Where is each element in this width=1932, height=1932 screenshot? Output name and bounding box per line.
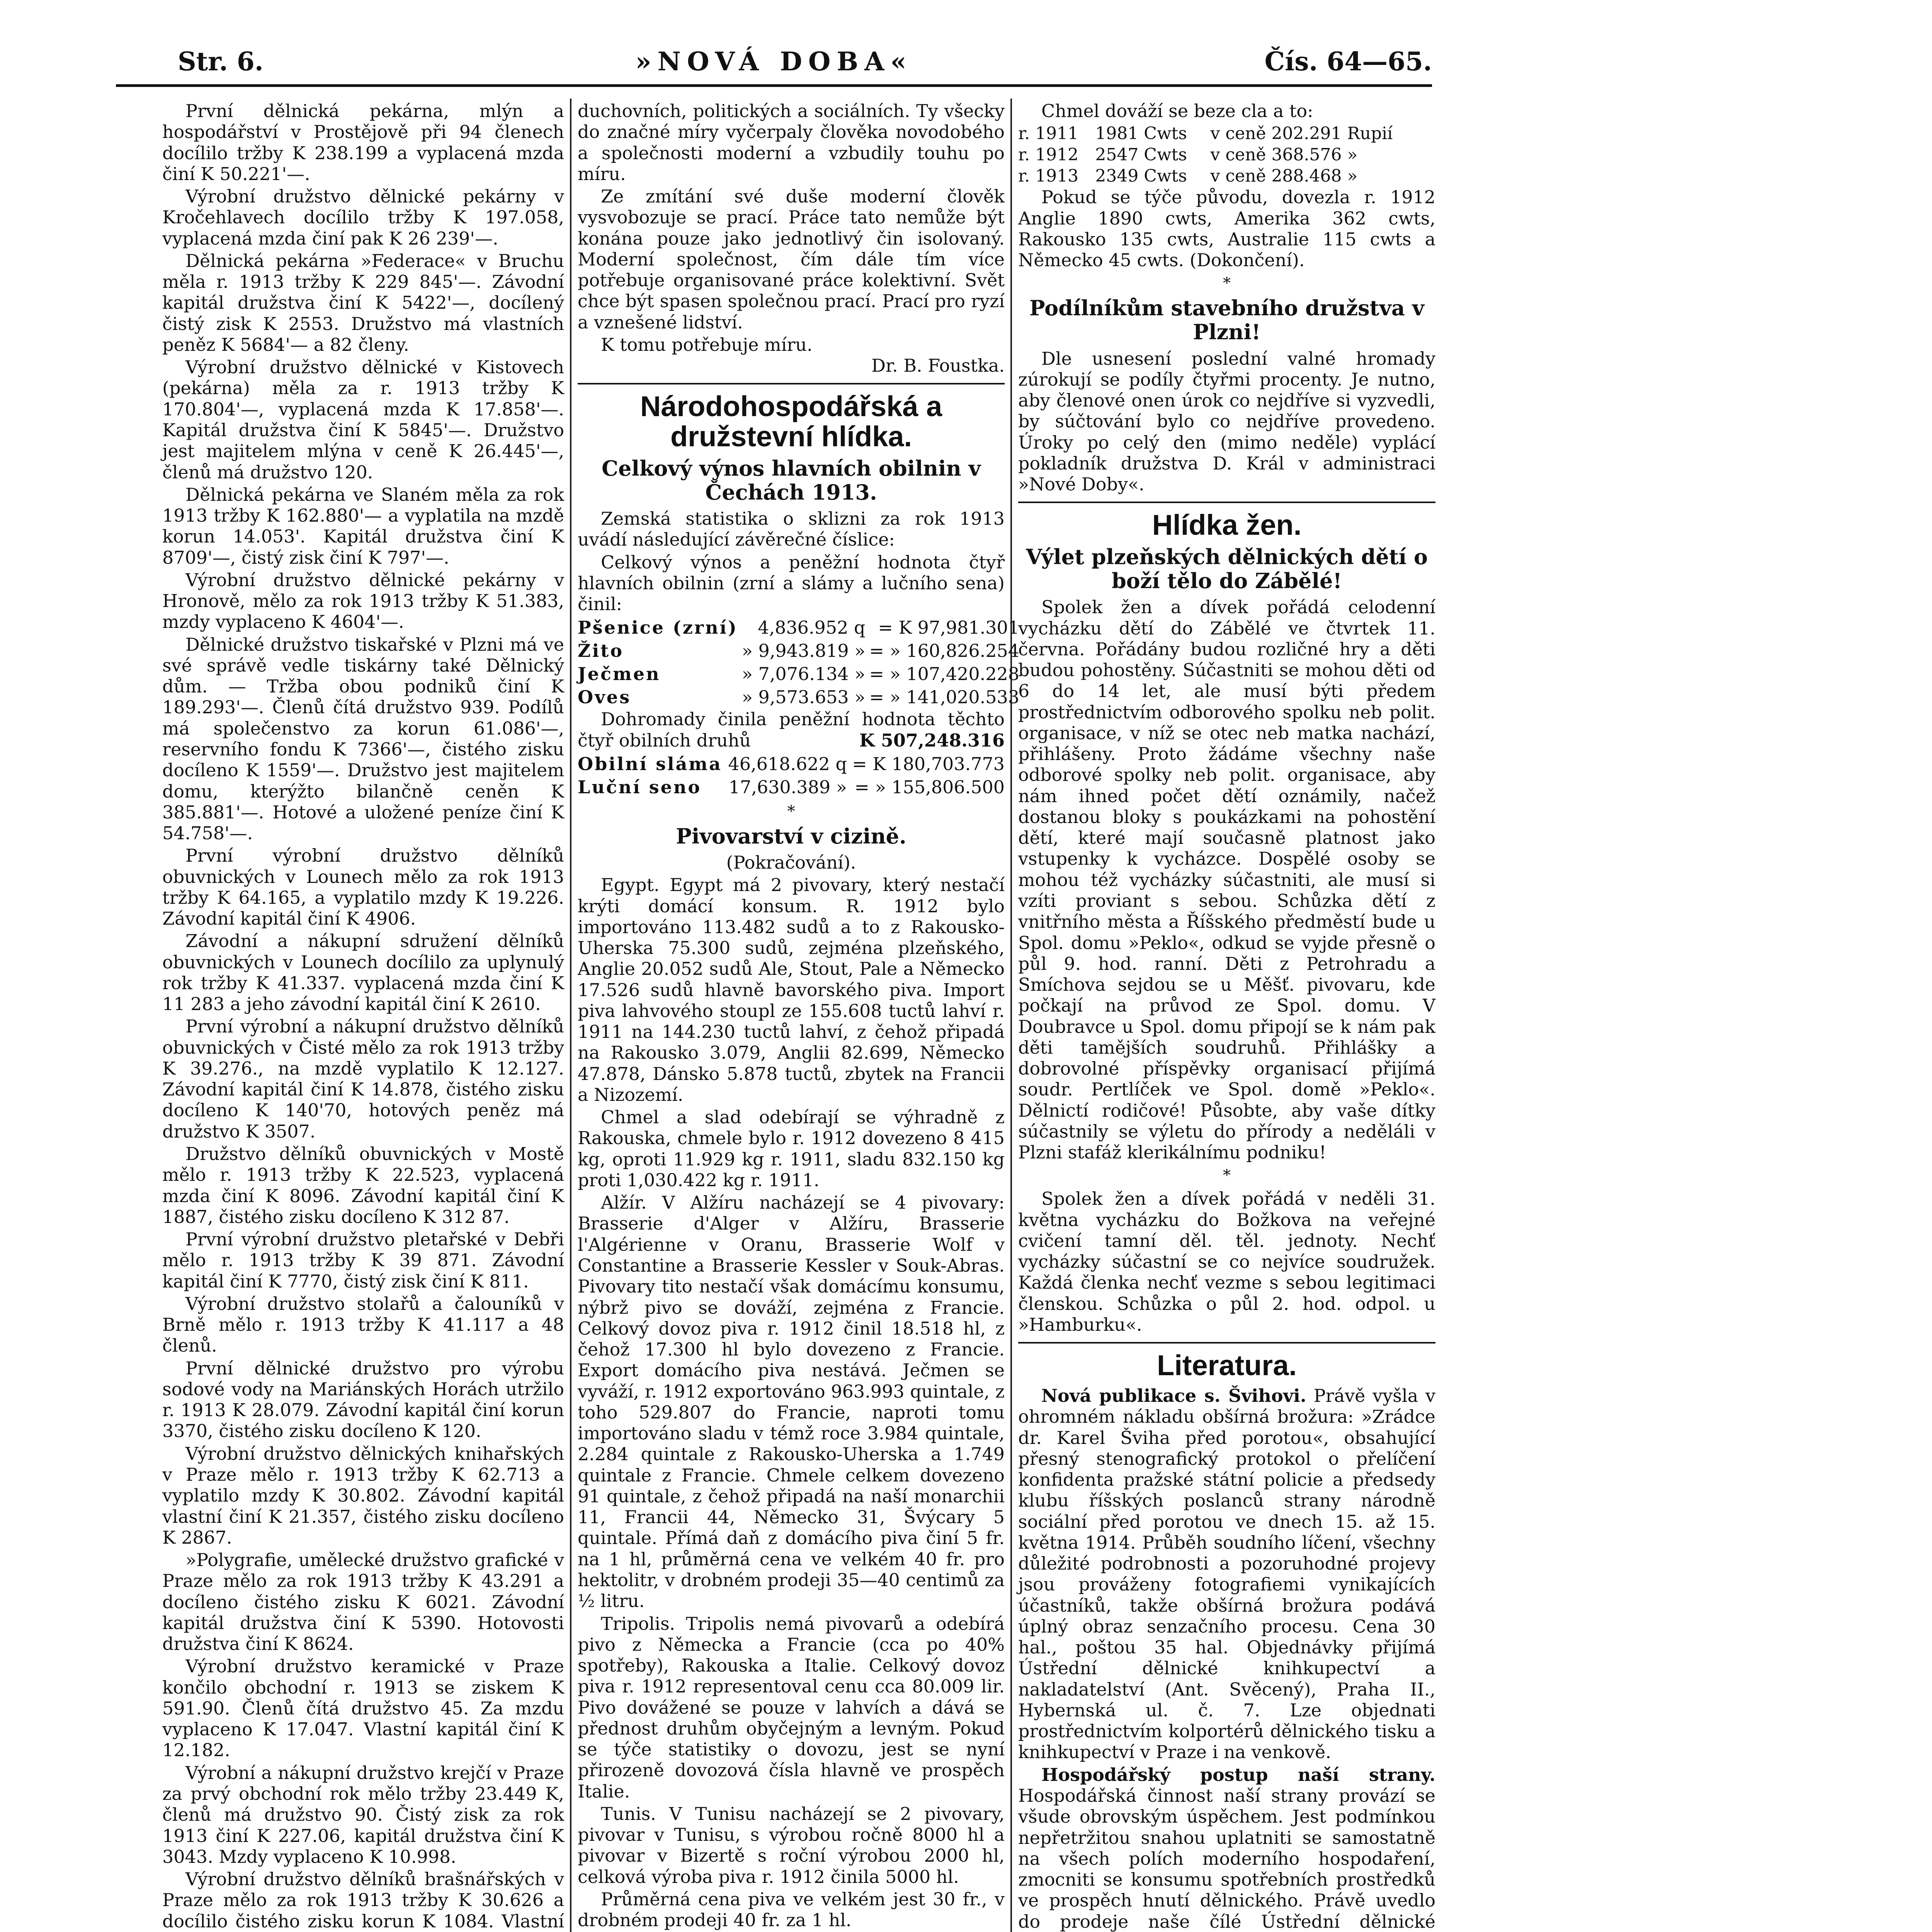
hops-qty: 2349 Cwts bbox=[1095, 166, 1187, 186]
table-row bbox=[578, 685, 1019, 709]
table-row bbox=[1018, 165, 1435, 187]
article-paragraph: Zemská statistika o sklizni za rok 1913 uvádí následující závěrečné číslice: bbox=[578, 508, 1005, 550]
separator-star: * bbox=[1223, 274, 1231, 293]
column-divider bbox=[1010, 99, 1012, 1932]
table-row bbox=[578, 752, 1005, 776]
coop-report: Závodní a nákupní sdružení dělníků obuvnických v Lounech docílilo za uplynulý rok tržby K 41.337. vyplacená mzda činí K 11 283 a jeho závodní kapitál činí K 2610. bbox=[162, 930, 564, 1015]
article-paragraph: Tunis. V Tunisu nacházejí se 2 pivovary, pivovar v Tunisu, s výrobou ročně 8000 hl a pivovar v Bizertě s roční výrobou 2000 hl, celková výroba piva r. 1912 činila 5000 hl. bbox=[578, 1803, 1005, 1887]
article-paragraph bbox=[578, 334, 1005, 376]
article-paragraph: Ze zmítání své duše moderní člověk vysvobozuje se prací. Práce tato nemůže být konána pouze jako jednotlivý čin isolovaný. Moderní společnost, čím dále tím více potřebuje organisované práce kolektivní. Svět chce být spasen společnou prací. Prací pro ryzí a vznešené lidství. bbox=[578, 186, 1005, 333]
straw-name: Obilní sláma bbox=[578, 753, 722, 774]
straw-value: = K 180,703.773 bbox=[852, 753, 1005, 774]
coop-report: Výrobní družstvo keramické v Praze končilo obchodní r. 1913 se ziskem K 591.90. Členů čítá družstvo 45. Za mzdu vyplaceno K 17.047. Vlastní kapitál činí K 12.182. bbox=[162, 1656, 564, 1761]
coop-report: Dělnická pekárna ve Slaném měla za rok 1913 tržby K 162.880'— a vyplatila na mzdě korun 14.053'. Kapitál družstva činí K 8709'—, čistý zisk činí K 797'—. bbox=[162, 484, 564, 568]
column-left bbox=[162, 100, 564, 1932]
grain-qty: 4,836.952 q bbox=[758, 617, 866, 638]
article-title-vynos: Celkový výnos hlavních obilnin v Čechách 1913. bbox=[602, 456, 981, 505]
coop-report: Výrobní družstvo dělnické pekárny v Kročehlavech docílilo tržby K 197.058, vyplacená mzda činí pak K 26 239'—. bbox=[162, 186, 564, 249]
grain-name: Oves bbox=[578, 687, 631, 708]
grain-value: = » 107,420.228 bbox=[869, 663, 1020, 685]
article-text: Hospodářská činnost naší strany provází se všude obrovským úspěchem. Jest podmínkou nepřetržitou snahou uplatniti se samostatně na všech polích moderního hospodaření, zmocniti se konsumu spotřebních prostředků ve prospěch hnutí dělnického. Právě uvedlo do prodeje naše čílé Ústřední dělnické bbox=[1018, 1785, 1435, 1932]
article-paragraph: Egypt. Egypt má 2 pivovary, který nestačí krýti domácí konsum. R. 1912 bylo importováno 113.482 sudů a to z Rakousko-Uherska 75.300 sudů, zejména plzeňského, Anglie 20.052 sudů Ale, Stout, Pale a Německo 17.526 sudů hlavně bavorského piva. Import piva lahvového stoupl ze 155.608 tuctů lahví r. 1911 na 144.230 tuctů lahví, z čehož připadá na Rakousko 3.079, Anglii 82.699, Německo 47.878, Dánsko 5.878 tuctů, zbytek na Francii a Nizozemí. bbox=[578, 874, 1005, 1105]
coop-report: Výrobní družstvo dělníků brašnářských v Praze mělo za rok 1913 tržby K 30.626 a docílilo čistého zisku korun K 1084. Vlastní bbox=[162, 1869, 564, 1932]
grain-name: Pšenice (zrní) bbox=[578, 617, 738, 638]
section-rule bbox=[1018, 1342, 1435, 1344]
straw-value: = » 155,806.500 bbox=[854, 776, 1005, 798]
coop-report: Výrobní družstvo dělnických knihařských v Praze mělo r. 1913 tržby K 62.713 a vyplatilo mzdy K 30.802. Závodní kapitál vlastní činí K 21.357, čistého zisku docíleno K 2867. bbox=[162, 1443, 564, 1548]
total-value: K 507,248.316 bbox=[859, 730, 1005, 751]
notice-title-podilnikum: Podílníkům stavebního družstva v Plzni! bbox=[1029, 296, 1425, 345]
grain-qty: » 7,076.134 » bbox=[742, 663, 866, 685]
article-subtitle: (Pokračování). bbox=[726, 852, 856, 873]
article-title-vylet: Výlet plzeňských dělnických dětí o boží tělo do Zábělé! bbox=[1026, 544, 1428, 594]
article-paragraph: Chmel dováží se beze cla a to: bbox=[1041, 100, 1313, 121]
hops-table bbox=[1018, 123, 1435, 187]
coop-report: Výrobní a nákupní družstvo krejčí v Praze za prvý obchodní rok mělo tržby 23.449 K, členů má družstvo 90. Čistý zisk za rok 1913 činí K 227.06, kapitál družstva činí K 3043. Mzdy vyplaceno K 10.998. bbox=[162, 1762, 564, 1867]
table-row bbox=[1018, 123, 1435, 144]
issue-number: Čís. 64—65. bbox=[1264, 46, 1432, 77]
coop-report: První výrobní a nákupní družstvo dělníků obuvnických v Čisté mělo za rok 1913 tržby K 39.276., na mzdě vyplatilo K 12.127. Závodní kapitál činí K 14.878, čistého zisku docíleno K 140'70, hotových peněz má družstvo K 3507. bbox=[162, 1016, 564, 1142]
column-divider bbox=[570, 99, 571, 1932]
hops-price: v ceně 202.291 Rupií bbox=[1210, 124, 1393, 144]
coop-report: Výrobní družstvo stolařů a čalouníků v Brně mělo r. 1913 tržby K 41.117 a 48 členů. bbox=[162, 1293, 564, 1356]
grain-value: = » 160,826.254 bbox=[869, 640, 1020, 662]
coop-report: »Polygrafie, umělecké družstvo grafické v Praze mělo za rok 1913 tržby K 43.291 a docíleno čistého zisku K 6021. Závodní kapitál družstva činí K 5390. Hotovosti družstva činí K 8624. bbox=[162, 1549, 564, 1655]
grain-value: = » 141,020.533 bbox=[869, 687, 1020, 708]
section-rule bbox=[1018, 502, 1435, 503]
coop-report: Výrobní družstvo dělnické pekárny v Hronově, mělo za rok 1913 tržby K 51.383, mzdy vyplaceno K 4604'—. bbox=[162, 569, 564, 633]
author-signature: Dr. B. Foustka. bbox=[871, 355, 1005, 376]
coop-report: Výrobní družstvo dělnické v Kistovech (pekárna) měla za r. 1913 tržby K 170.804'—, vyplacená mzda K 17.858'—. Kapitál družstva činí K 5845'—. Družstvo jest majitelem mlýna v ceně K 26.445'—, členů má družstvo 120. bbox=[162, 357, 564, 483]
article-paragraph: Celkový výnos a peněžní hodnota čtyř hlavních obilnin (zrní a slámy a lučního sena) činil: bbox=[578, 551, 1005, 615]
notice-paragraph: Dle usnesení poslední valné hromady zúrokují se podíly čtyřmi procenty. Je nutno, aby členové onen úrok co nejdříve si vyzvedli, by súčtování bylo co nejdříve provedeno. Úroky po celý den (mimo neděle) vyplácí pokladník družstva D. Král v administraci »Nové Doby«. bbox=[1018, 348, 1435, 495]
hops-year: r. 1912 bbox=[1018, 145, 1079, 165]
table-row bbox=[578, 639, 1019, 662]
hops-qty: 2547 Cwts bbox=[1095, 145, 1187, 165]
grain-value: = K 97,981.301 bbox=[878, 617, 1020, 638]
section-title-literatura: Literatura. bbox=[1157, 1349, 1297, 1382]
straw-qty: 17,630.389 » bbox=[728, 776, 847, 798]
coop-report: Družstvo dělníků obuvnických v Mostě mělo r. 1913 tržby K 22.523, vyplacená mzda činí K 8096. Závodní kapitál činí K 1887, čistého zisku docíleno K 312 87. bbox=[162, 1143, 564, 1227]
straw-qty: 46,618.622 q bbox=[728, 753, 847, 774]
column-right bbox=[1018, 100, 1435, 1932]
article-closing: K tomu potřebuje míru. bbox=[601, 334, 813, 355]
separator-star: * bbox=[787, 802, 795, 820]
coop-report: Dělnická pekárna »Federace« v Bruchu měla r. 1913 tržby K 229 845'—. Závodní kapitál družstva činí K 5422'—, docílený čistý zisk K 2553. Družstvo má vlastních peněz K 5684'— a 82 členy. bbox=[162, 250, 564, 355]
grain-table bbox=[578, 616, 1019, 709]
article-paragraph: duchovních, politických a sociálních. Ty všecky do značné míry vyčerpaly člověka novodobého a společnosti moderní a vzbudily touhu po míru. bbox=[578, 100, 1005, 184]
masthead-title: »NOVÁ DOBA« bbox=[635, 46, 913, 77]
article-lead: Nová publikace s. Švihovi. bbox=[1041, 1385, 1306, 1406]
article-title-pivovarstvi: Pivovarství v cizině. bbox=[676, 823, 906, 849]
table-row bbox=[578, 662, 1019, 685]
article-paragraph: Spolek žen a dívek pořádá celodenní vycházku dětí do Zábělé ve čtvrtek 11. června. Pořádány budou rozličné hry a děti budou pohostěny. Súčastniti se mohou děti od 6 do 14 let, ale musí býti předem prostřednictvím odborového spolku neb polit. organisace, v níž se otec neb matka nachází, přihlášeny. Proto žádáme všechny naše odborové spolky neb polit. organisace, aby nám ihned počet dětí oznámily, načež dostanou bloky s poukázkami na pohostění dětí, které mají současně platnost jako vstupenky k vycházce. Dospělé osoby se mohou též vycházky súčastniti, ale musí si vzíti proviant s sebou. Schůzka dětí z vnitřního města a Říšského předměstí bude u Spol. domu »Peklo«, odkud se vyjde přesně o půl 9. hod. ranní. Děti z Petrohradu a Smíchova sejdou se u Měšť. pivovaru, kde počkají na průvod ze Spol. domu. V Doubravce u Spol. domu připojí se k nám pak děti tamějších soudruhů. Přihlášky a dobrovolné příspěvky organisací přijímá soudr. Pertlíček ve Spol. domě »Peklo«. Dělnictí rodičové! Působte, aby vaše dítky súčastnily se výletu do přírody a neděláli v Plzni stafáž klerikálnímu podniku! bbox=[1018, 597, 1435, 1163]
section-rule bbox=[578, 383, 1005, 384]
grain-name: Ječmen bbox=[578, 663, 661, 685]
hops-qty: 1981 Cwts bbox=[1095, 124, 1187, 144]
table-row bbox=[578, 616, 1019, 639]
grain-qty: » 9,943.819 » bbox=[742, 640, 866, 662]
section-title-hlidka-zen: Hlídka žen. bbox=[1152, 509, 1302, 541]
straw-table bbox=[578, 752, 1005, 799]
coop-report: Dělnické družstvo tiskařské v Plzni má ve své správě vedle tiskárny také Dělnický dům. — Tržba obou podniků činí K 189.293'—. Členů čítá družstvo 939. Podílů má společenstvo za korun 61.086'—, reservního fondu K 7366'—, čistého zisku docíleno K 1559'—. Družstvo jest majitelem domu, kterýžto bilančně ceněn K 385.881'—. Hotové a uložené peníze činí K 54.758'—. bbox=[162, 634, 564, 844]
article-text: Právě vyšla v ohromném nákladu obšírná brožura: »Zrádce dr. Karel Šviha před porotou«, obsahující přesný stenografický protokol o přelíčení konfidenta pražské státní policie a předsedy klubu říšských poslanců strany národně sociální před porotou ve dnech 15. až 15. května 1914. Průběh soudního líčení, všechny důležité podrobnosti a pozoruhodné projevy jsou prováženy fotografiemi vynikajících účastníků, takže obšírná brožura podává úplný obraz senzačního procesu. Cena 30 hal., poštou 35 hal. Objednávky přijímá Ústřední dělnické knihkupectví a nakladatelství (Ant. Svěcený), Praha II., Hybernská ul. č. 7. Lze objednati prostřednictvím kolportérů dělnického tisku a knihkupectví v Praze i na venkově. bbox=[1018, 1385, 1435, 1763]
section-title-narodohospodarska: Národohospodářská a družstevní hlídka. bbox=[640, 390, 942, 453]
hops-year: r. 1911 bbox=[1018, 124, 1079, 144]
coop-report: První výrobní družstvo dělníků obuvnických v Lounech mělo za rok 1913 tržby K 64.165, a vyplatilo mzdy K 19.226. Závodní kapitál činí K 4906. bbox=[162, 845, 564, 929]
total-label: Dohromady činila peněžní hodnota těchto čtyř obilních druhů bbox=[578, 709, 1005, 751]
article-paragraph bbox=[1018, 1764, 1435, 1932]
page-header bbox=[116, 39, 1432, 89]
table-row bbox=[1018, 144, 1435, 165]
article-paragraph: Průměrná cena piva ve velkém jest 30 fr., v drobném prodeji 40 fr. za 1 hl. bbox=[578, 1888, 1005, 1931]
article-lead: Hospodářský postup naší strany. bbox=[1041, 1764, 1435, 1785]
hops-year: r. 1913 bbox=[1018, 166, 1079, 186]
article-paragraph bbox=[1018, 1385, 1435, 1763]
grain-qty: » 9,573.653 » bbox=[742, 687, 866, 708]
article-paragraph: Alžír. V Alžíru nacházejí se 4 pivovary: Brasserie d'Alger v Alžíru, Brasserie l'Algérienne v Oranu, Brasserie Wolf v Constantine a Brasserie Kessler v Souk-Abras. Pivovary tito nestačí však domácímu konsumu, nýbrž pivo se dováží, zejména z Francie. Celkový dovoz piva r. 1912 činil 18.518 hl, z čehož 17.300 hl bylo dovezeno z Francie. Export domácího piva nestává. Ječmen se vyváží, r. 1912 exportováno 963.993 quintale, z toho 529.807 do Francie, naproti tomu importováno sladu v témž roce 3.984 quintale, 2.284 quintale z Rakousko-Uherska a 1.749 quintale z Francie. Chmele celkem dovezeno 91 quintale, z čehož připadá na naší monarchii 11, Francii 44, Německo 31, Švýcary 5 quintale. Přímá daň z domácího piva činí 5 fr. na 1 hl, průměrná cena ve velkém 40 fr. pro hektolitr, v drobném prodeji 35—40 centimů za ½ litru. bbox=[578, 1192, 1005, 1612]
grain-name: Žito bbox=[578, 640, 624, 662]
hops-price: v ceně 368.576 » bbox=[1210, 145, 1358, 165]
article-paragraph: Tripolis. Tripolis nemá pivovarů a odebírá pivo z Německa a Francie (cca po 40% spotřeby), Rakouska a Italie. Celkový dovoz piva r. 1912 representoval cenu cca 80.009 lir. Pivo dovážené se pouze v lahvích a dává se přednost druhům obyčejným a levným. Pokud se týče statistiky o dovozu, jest se nyní přirozeně dovozová čísla hlavně ve prospěch Italie. bbox=[578, 1613, 1005, 1802]
coop-report: První dělnická pekárna, mlýn a hospodářství v Prostějově při 94 členech docílilo tržby K 238.199 a vyplacená mzda činí K 50.221'—. bbox=[162, 100, 564, 184]
coop-report: První výrobní družstvo pletařské v Debři mělo r. 1913 tržby K 39 871. Závodní kapitál činí K 7770, čistý zisk činí K 811. bbox=[162, 1229, 564, 1292]
article-paragraph: Chmel a slad odebírají se výhradně z Rakouska, chmele bylo r. 1912 dovezeno 8 415 kg, oproti 11.929 kg r. 1911, sladu 832.150 kg proti 1,030.422 kg r. 1911. bbox=[578, 1107, 1005, 1190]
page-number: Str. 6. bbox=[178, 46, 264, 77]
table-row bbox=[578, 776, 1005, 799]
hops-price: v ceně 288.468 » bbox=[1210, 166, 1358, 186]
article-paragraph: Pokud se týče původu, dovezla r. 1912 Anglie 1890 cwts, Amerika 362 cwts, Rakousko 135 cwts, Australie 115 cwts a Německo 45 cwts. (Dokončení). bbox=[1018, 187, 1435, 271]
straw-name: Luční seno bbox=[578, 776, 702, 798]
column-middle bbox=[578, 100, 1020, 1932]
separator-star: * bbox=[1223, 1167, 1231, 1185]
coop-report: První dělnické družstvo pro výrobu sodové vody na Mariánských Horách utržilo r. 1913 K 28.079. Závodní kapitál činí korun 3370, čistého zisku docíleno K 120. bbox=[162, 1357, 564, 1442]
total-paragraph bbox=[578, 709, 1005, 751]
header-rule bbox=[116, 84, 1432, 87]
article-paragraph: Spolek žen a dívek pořádá v neděli 31. května vycházku do Božkova na veřejné cvičení tamní děl. těl. jednoty. Nechť vycházky súčastní se co nejvíce soudružek. Každá členka nechť vezme s sebou legitimaci členskou. Schůzka o půl 2. hod. odpol. u »Hamburku«. bbox=[1018, 1188, 1435, 1335]
